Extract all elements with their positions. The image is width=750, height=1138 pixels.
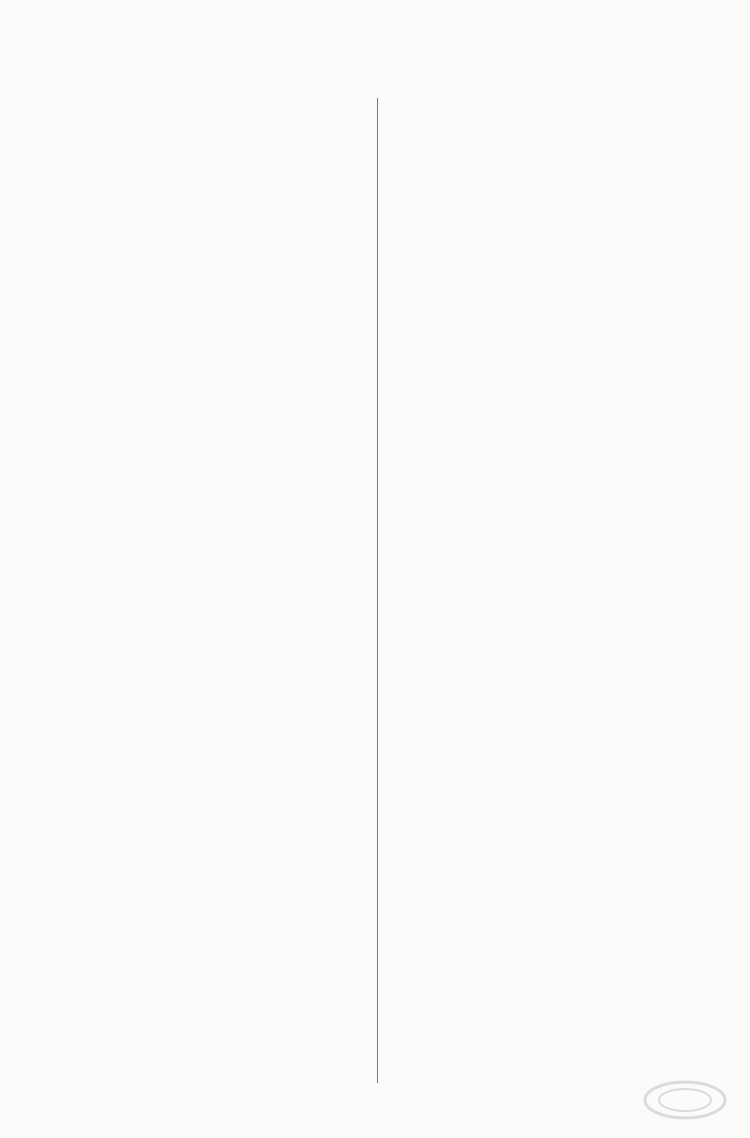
watermark-logo: [567, 1078, 732, 1133]
column-divider: [377, 98, 378, 1083]
